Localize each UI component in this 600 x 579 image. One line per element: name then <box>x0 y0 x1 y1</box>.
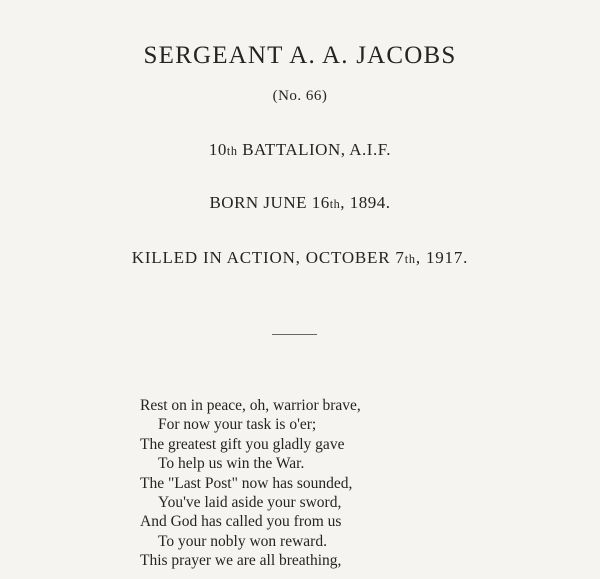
poem-line: And God has called you from us <box>140 513 342 531</box>
divider-rule <box>272 334 317 335</box>
killed-date: KILLED IN ACTION, OCTOBER 7 <box>131 248 405 267</box>
born-line <box>0 193 600 213</box>
poem-line: Rest on in peace, oh, warrior brave, <box>140 397 361 414</box>
poem-line: This prayer we are all breathing, <box>140 552 342 570</box>
battalion-line <box>0 140 600 160</box>
memorial-poem <box>140 396 460 571</box>
born-year: , 1894. <box>340 193 391 212</box>
poem-line: To your nobly won reward. <box>158 532 327 550</box>
battalion-number: 10 <box>208 140 227 159</box>
poem-line: To help us win the War. <box>158 455 305 473</box>
killed-line <box>0 248 600 268</box>
killed-year: , 1917. <box>415 248 469 267</box>
killed-ordinal: th <box>404 252 416 266</box>
poem-line: You've laid aside your sword, <box>158 494 342 512</box>
battalion-ordinal: th <box>226 144 238 158</box>
born-ordinal: th <box>329 197 341 211</box>
poem-line: For now your task is o'er; <box>158 416 317 434</box>
battalion-name: BATTALION, A.I.F. <box>237 140 392 159</box>
service-number: (No. 66) <box>272 88 328 104</box>
poem-line: The "Last Post" now has sounded, <box>140 474 353 492</box>
born-date: BORN JUNE 16 <box>209 193 330 212</box>
soldier-name: SERGEANT A. A. JACOBS <box>143 42 457 69</box>
poem-line: The greatest gift you gladly gave <box>140 435 345 453</box>
